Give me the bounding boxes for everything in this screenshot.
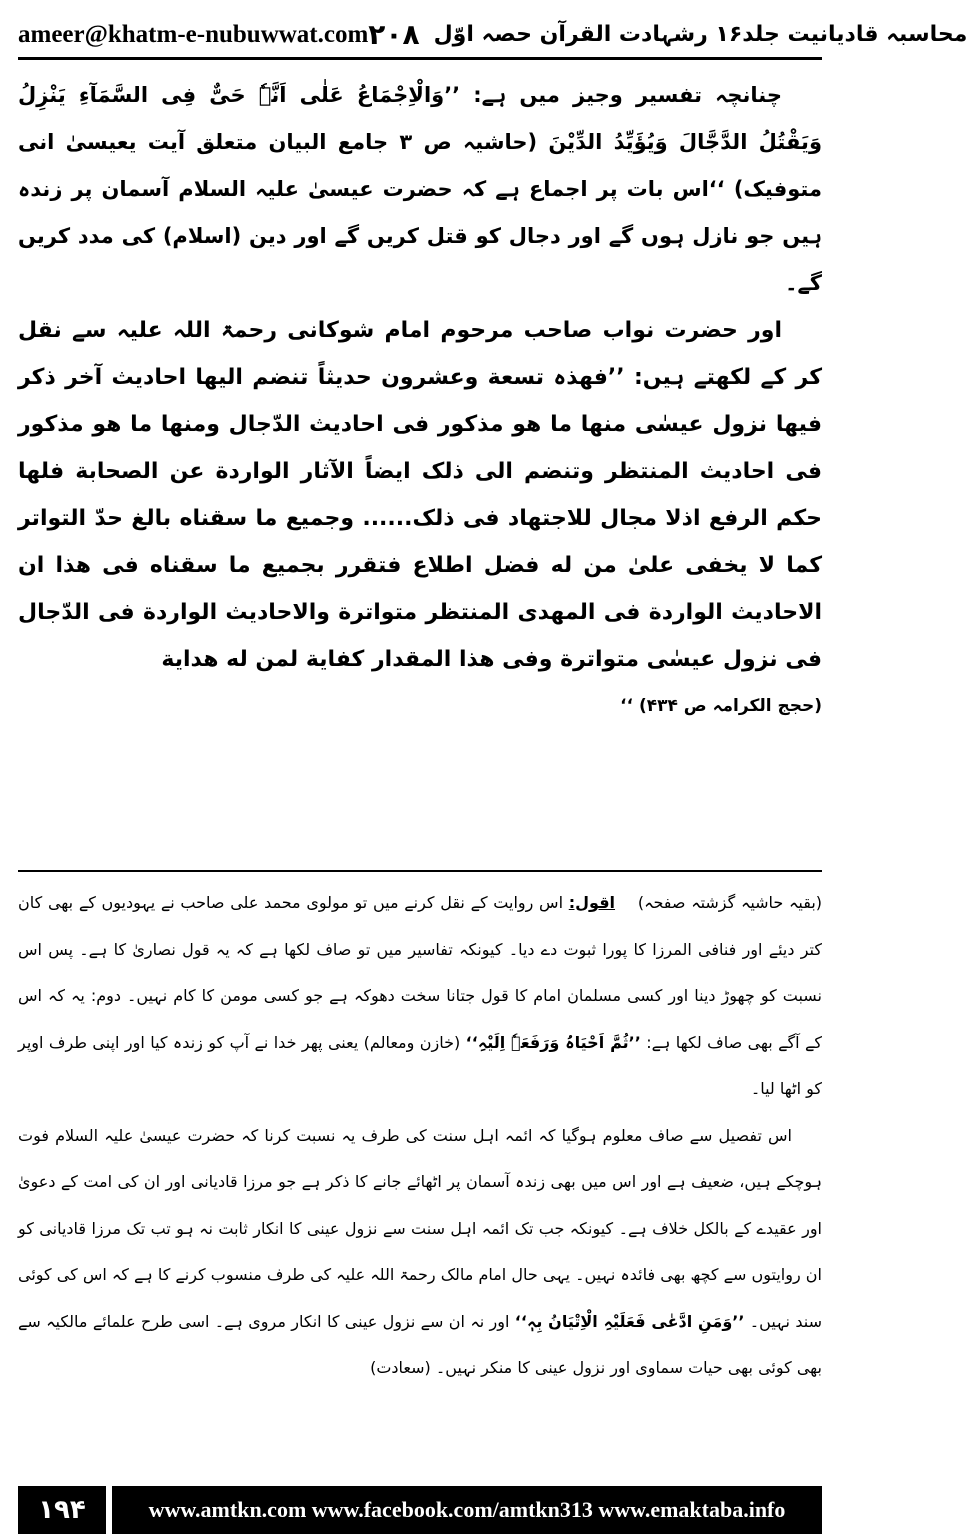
footnote-paragraph-1 [18, 880, 822, 1113]
footnote-text-2: (خازن ومعالم) یعنی پھر خدا نے آپ کو زندہ کیا اور اپنی طرف اوپر کو اٹھا لیا۔ [18, 1032, 822, 1098]
page-number: ۲۰۸ [368, 18, 420, 51]
footnote-divider [18, 870, 822, 872]
footnote-text-1: اس روایت کے نقل کرنے میں تو مولوی محمد علی صاحب نے یہودیوں کے بھی کان کتر دیئے اور فنافی المرزا کا پورا ثبوت دے دیا۔ کیونکہ تفاسیر میں تو صاف لکھا ہے کہ یہ قول نصاریٰ کا ہے۔ پس اس نسبت کو چھوڑ دینا اور کسی مسلمان امام کا قول جتانا سخت دھوکہ ہے جو کسی مومن کا کام نہیں۔ دوم: یہ کہ اس کے آگے بھی صاف لکھا ہے: [18, 893, 823, 1052]
footer-links: www.amtkn.com www.facebook.com/amtkn313 www.emaktaba.info [112, 1486, 822, 1534]
footnote-quote-2: ’’وَمَنِ ادَّعٰی فَعَلَیْہِ الْاِتْیَانُ بِہٖ‘‘ [514, 1311, 745, 1331]
header-email: ameer@khatm-e-nubuwwat.com [18, 20, 369, 48]
footnote-paragraph-2 [18, 1113, 822, 1392]
paragraph-1: چنانچہ تفسیر وجیز میں ہے: ’’وَالْاِجْمَاعُ عَلٰی اَنَّہٗ حَیٌّ فِی السَّمَآءِ یَنْزِلُ وَیَقْتُلُ الدَّجَّالَ وَیُؤَیِّدُ الدِّیْنَ (حاشیہ ص ۳ جامع البیان متعلق آیت یعیسیٰ انی متوفیک) ‘‘اس بات پر اجماع ہے کہ حضرت عیسیٰ علیہ السلام آسمان پر زندہ ہیں جو نازل ہوں گے اور دجال کو قتل کریں گے اور دین (اسلام) کی مدد کریں گے۔ [18, 83, 822, 295]
paragraph-2: اور حضرت نواب صاحب مرحوم امام شوکانی رحمۃ اللہ علیہ سے نقل کر کے لکھتے ہیں: ’’فھذہ تسعة وعشرون حدیثاً تنضم الیها احادیث آخر ذکر فیها نزول عیسٰی منها ما هو مذکور فی احادیث الدّجال ومنها ما هو مذکور فی احادیث المنتظر وتنضم الی ذلک ایضاً الآثار الواردة عن الصحابة فلها حکم الرفع اذلا مجال للاجتهاد فی ذلک...... وجمیع ما سقناه بالغ حدّ التواتر کما لا یخفی علیٰ من له فضل اطلاع فتقرر بجمیع ما سقناه فی هذا ان الاحادیث الواردة فی المهدی المنتظر متواترة والاحادیث الواردة فی الدّجال فی نزول عیسٰی متواترة وفی هذا المقدار کفایة لمن له هدایة [18, 318, 822, 672]
footnote [18, 880, 822, 1440]
header-right [368, 18, 967, 51]
main-text [18, 72, 822, 862]
page-header [18, 12, 967, 60]
book-title: محاسبہ قادیانیت جلد۱۶ رشہادت القرآن حصہ اوّل [433, 22, 967, 47]
footnote-label: (بقیہ حاشیہ گزشتہ صفحہ) [637, 893, 823, 912]
footer-page-number: ۱۹۴ [18, 1486, 106, 1534]
citation: (حجج الکرامہ ص ۴۳۴) ‘‘ [620, 696, 822, 716]
footnote-text-4: اور نہ ان سے نزول عینی کا انکار مروی ہے۔ اسی طرح علمائے مالکیہ سے بھی کوئی بھی حیات سماوی اور نزول عینی کا منکر نہیں۔ (سعادت) [18, 1311, 822, 1377]
footnote-quote-1: ’’ثُمَّ اَحْیَاہُ وَرَفَعَہٗ اِلَیْہِ‘‘ [465, 1032, 641, 1052]
footnote-text-3: اس تفصیل سے صاف معلوم ہوگیا کہ ائمہ اہل سنت کی طرف یہ نسبت کرنا کہ حضرت عیسیٰ علیہ السلام فوت ہوچکے ہیں، ضعیف ہے اور اس میں بھی زندہ آسمان پر اٹھائے جانے کا ذکر ہے جو مرزا قادیانی اور ان کی امت کے دعویٰ اور عقیدے کے بالکل خلاف ہے۔ کیونکہ جب تک ائمہ اہل سنت سے نزول عینی کا انکار ثابت نہ ہو تب تک مرزا قادیانی کو ان روایتوں سے کچھ بھی فائدہ نہیں۔ یہی حال امام مالک رحمۃ اللہ علیہ کی طرف منسوب کرنے کا ہے کہ اس کی کوئی سند نہیں۔ [18, 1125, 822, 1331]
footnote-lead: اقول: [568, 893, 616, 912]
page-footer [18, 1486, 822, 1534]
